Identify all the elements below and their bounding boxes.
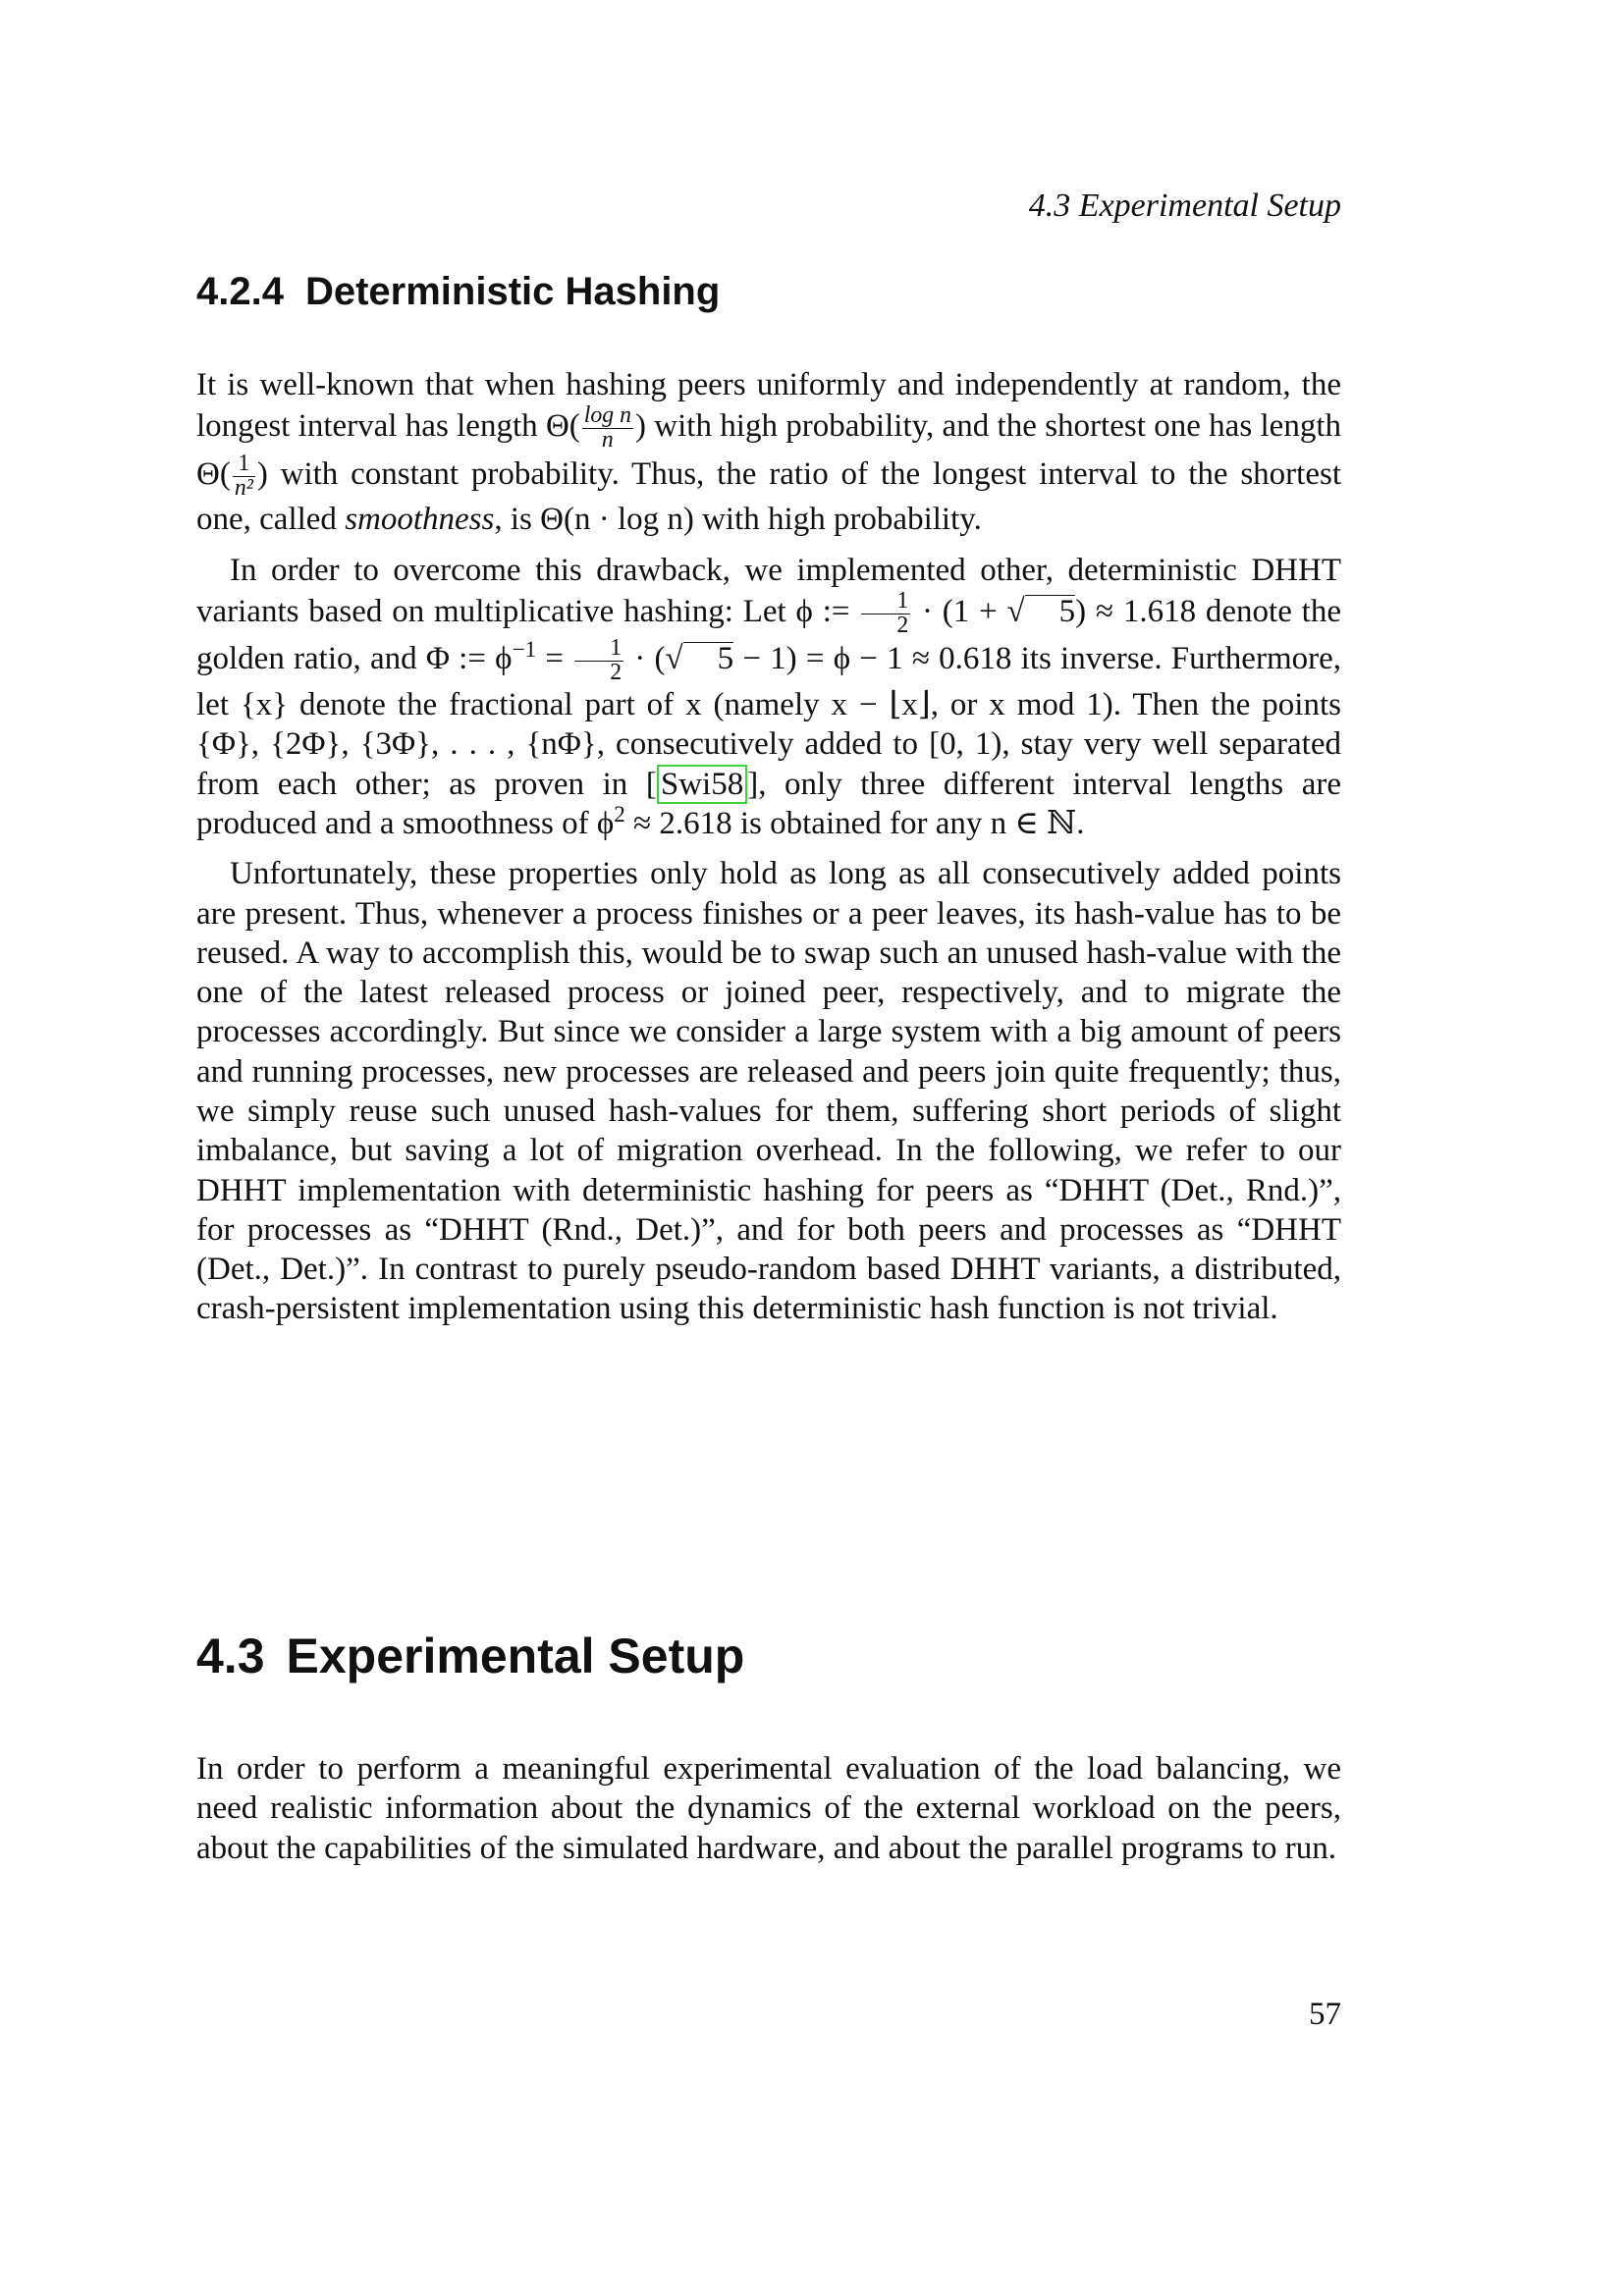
paragraph-golden-ratio: In order to overcome this drawback, we implemented other, deterministic DHHT variants based on multiplicative hashing: Let ϕ := $\frac{1}{2}$ · (1 + √ 5) ≈ 1.618 denote the golden ratio, and Φ := $\phi^{-1}$ = $\frac{1}{2}$ · (√ 5 − 1) = ϕ − 1 ≈ 0.618 its inverse. Furthermore, let {x} denote the fractional part of x (namely x − ⌊x⌋, or x mod 1). Then the points {Φ}, {2Φ}, {3Φ}, . . . , {nΦ}, consecutively added to [0, 1), stay very well separated from each other; as proven in [ Swi58 ], only three different interval lengths are produced and a smoothness of $\phi^2 \approx 2.618$ is obtained for any n ∈ ℕ. <box>196 552 1341 841</box>
text-run: , is Θ(n · log n) with high probability. <box>494 502 982 538</box>
superscript: −1 <box>512 636 537 663</box>
page <box>196 0 1341 2296</box>
citation-link[interactable]: Swi58 <box>657 765 747 804</box>
fraction-numerator: 1 <box>896 587 909 614</box>
fraction-numerator: 1 <box>238 450 250 476</box>
paragraph-hashing-intro <box>196 365 1341 540</box>
fraction-numerator: log n <box>583 402 631 429</box>
section-body <box>196 1749 1341 1868</box>
text-run: = <box>536 641 573 677</box>
fraction-denominator: n <box>582 428 633 453</box>
page-number: 57 <box>1309 1997 1341 2032</box>
fraction-denominator: n² <box>234 474 253 501</box>
paragraph-experimental-setup: In order to perform a meaningful experimental evaluation of the load balancing, we need realistic information about the dynamics of the external workload on the peers, about the capabilities of the simulated hardware, and about the parallel programs to run. <box>196 1751 1341 1866</box>
text-run: ≈ 2.618 is obtained for any n ∈ ℕ. <box>624 805 1085 841</box>
fraction-denominator: 2 <box>574 661 623 685</box>
section-number: 4.3 <box>196 1629 265 1683</box>
sqrt-radicand: 5 <box>1025 595 1076 628</box>
section-heading <box>196 1626 744 1686</box>
text-run: ) with high probability, and the shortest one has length Θ( <box>196 408 1341 492</box>
fraction-numerator: 1 <box>610 635 623 662</box>
text-run: ) ≈ 1.618 denote the golden ratio, and Φ := ϕ <box>196 593 1341 677</box>
superscript: 2 <box>614 800 625 827</box>
fraction-denominator: 2 <box>861 614 910 638</box>
sqrt-radicand: 5 <box>683 642 734 675</box>
section-title: Experimental Setup <box>286 1629 745 1683</box>
subsection-title: Deterministic Hashing <box>304 270 721 313</box>
text-run: · (√ <box>625 641 683 677</box>
text-run: It is well-known that when hashing peers uniformly and independently at random, the longest interval has length Θ( <box>196 367 1341 445</box>
text-run: In order to overcome this drawback, we implemented other, deterministic DHHT variants based on multiplicative hashing: Let ϕ := <box>196 552 1341 629</box>
text-run: · (1 + √ <box>912 593 1025 629</box>
paragraph-reuse-hash-values: Unfortunately, these properties only hold as long as all consecutively added points are present. Thus, whenever a process finishes or a peer leaves, its hash-value has to be reused. A way to accomplish this, would be to swap such an unused hash-value with the one of the latest released process or joined peer, respectively, and to migrate the processes accordingly. But since we consider a large system with a big amount of peers and running processes, new processes are released and peers join quite frequently; thus, we simply reuse such unused hash-values for them, suffering short periods of slight imbalance, but saving a lot of migration overhead. In the following, we refer to our DHHT implementation with deterministic hashing for peers as “DHHT (Det., Rnd.)”, for processes as “DHHT (Rnd., Det.)”, and for both peers and processes as “DHHT (Det., Det.)”. In contrast to purely pseudo-random based DHHT variants, a distributed, crash-persistent implementation using this deterministic hash function is not trivial. <box>196 856 1341 1327</box>
subsection-body <box>196 365 1341 1329</box>
fraction-one-over-n-squared <box>233 450 255 501</box>
fraction-one-half <box>861 587 910 638</box>
text-run: − 1) = ϕ − 1 ≈ 0.618 its inverse. Furthermore, let {x} denote the fractional part of x (namely x − ⌊x⌋, or x mod 1). Then the points {Φ}, {2Φ}, {3Φ}, . . . , {nΦ}, consecutively added to [0, 1), stay very well separated from each other; as proven in <box>196 641 1341 802</box>
text-run: , only three different interval lengths are produced and a smoothness of ϕ <box>196 766 1341 841</box>
fraction-log-n-over-n <box>582 404 633 453</box>
fraction-one-half <box>574 637 623 685</box>
emphasis-smoothness: smoothness <box>345 502 495 538</box>
running-head: 4.3 Experimental Setup <box>1028 187 1341 224</box>
subsection-heading <box>196 267 720 316</box>
subsection-number: 4.2.4 <box>196 270 284 313</box>
text-run: ) with constant probability. Thus, the ratio of the longest interval to the shortest one, called <box>196 455 1341 538</box>
